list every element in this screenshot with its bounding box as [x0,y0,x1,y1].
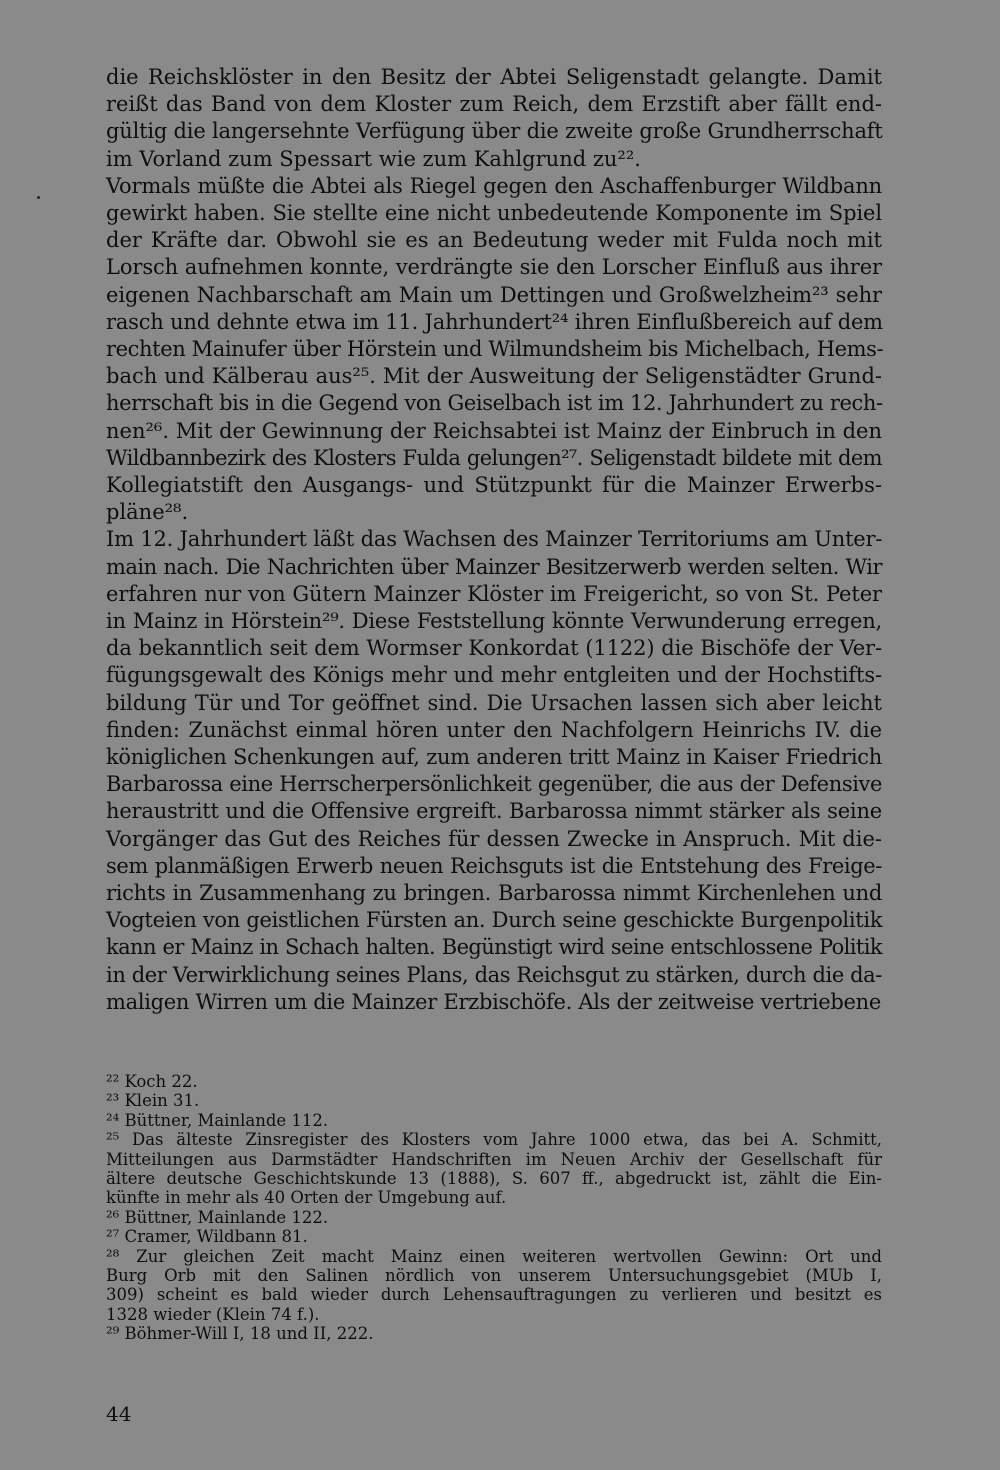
footnote-line: ²⁶ Büttner, Mainlande 122. [106,1207,329,1227]
body-line: kann er Mainz in Schach halten. Begünstigt wird seine entschlossene Politik [106,935,882,960]
body-line: erfahren nur von Gütern Mainzer Klöster im Freigericht, so von St. Peter [106,581,882,606]
body-line: pläne²⁸. [106,500,189,525]
body-line: maligen Wirren um die Mainzer Erzbischöfe. Als der zeitweise vertriebene [106,989,882,1014]
body-line: nen²⁶. Mit der Gewinnung der Reichsabtei ist Mainz der Einbruch in den [106,418,882,443]
footnote-line: ²⁵ Das älteste Zinsregister des Klosters vom Jahre 1000 etwa, das bei A. Schmitt, [106,1130,882,1150]
body-line: finden: Zunächst einmal hören unter den Nachfolgern Heinrichs IV. die [106,717,882,742]
footnote-line: Mitteilungen aus Darmstädter Handschriften im Neuen Archiv der Gesellschaft für [106,1149,882,1169]
body-line: sem planmäßigen Erwerb neuen Reichsguts ist die Entstehung des Freige- [106,853,882,878]
body-line: königlichen Schenkungen auf, zum anderen tritt Mainz in Kaiser Friedrich [106,745,882,769]
page-number: 44 [106,1402,132,1426]
stray-mark [37,196,40,199]
footnote-line: ²² Koch 22. [106,1072,198,1091]
body-line: rasch und dehnte etwa im 11. Jahrhundert²⁴ ihren Einflußbereich auf dem [106,309,883,334]
body-line: main nach. Die Nachrichten über Mainzer Besitzerwerb werden selten. Wir [106,554,882,579]
body-line: in der Verwirklichung seines Plans, das Reichsgut zu stärken, durch die da- [106,962,882,987]
body-line: im Vorland zum Spessart wie zum Kahlgrund zu²². [106,146,641,171]
footnote-line: ²⁹ Böhmer-Will I, 18 und II, 222. [106,1324,374,1344]
body-line: richts in Zusammenhang zu bringen. Barbarossa nimmt Kirchenlehen und [106,881,882,905]
footnote-line: ²³ Klein 31. [106,1091,200,1111]
body-line: Vogteien von geistlichen Fürsten an. Durch seine geschickte Burgenpolitik [106,908,883,933]
body-line: da bekanntlich seit dem Wormser Konkordat (1122) die Bischöfe der Ver- [106,636,882,661]
footnote-line: ²⁷ Cramer, Wildbann 81. [106,1227,308,1247]
body-line: gewirkt haben. Sie stellte eine nicht unbedeutende Komponente im Spiel [106,201,882,225]
body-line: Vormals müßte die Abtei als Riegel gegen den Aschaffenburger Wildbann [106,173,882,198]
footnote-line: ²⁴ Büttner, Mainlande 112. [106,1110,329,1130]
footnote-line: künfte in mehr als 40 Orten der Umgebung auf. [106,1188,507,1208]
footnote-line: ²⁸ Zur gleichen Zeit macht Mainz einen weiteren wertvollen Gewinn: Ort und [106,1246,882,1266]
body-line: eigenen Nachbarschaft am Main um Dettingen und Großwelzheim²³ sehr [106,282,882,307]
body-line: Vorgänger das Gut des Reiches für dessen Zwecke in Anspruch. Mit die- [106,826,882,851]
body-line: heraustritt und die Offensive ergreift. Barbarossa nimmt stärker als seine [106,799,882,824]
footnote-line: 309) scheint es bald wieder durch Lehensauftragungen zu verlieren und besitzt es [106,1285,882,1305]
body-line: rechten Mainufer über Hörstein und Wilmundsheim bis Michelbach, Hems- [106,337,884,361]
body-line: Barbarossa eine Herrscherpersönlichkeit gegenüber, die aus der Defensive [106,772,882,797]
body-line: der Kräfte dar. Obwohl sie es an Bedeutung weder mit Fulda noch mit [106,228,882,253]
body-line: die Reichsklöster in den Besitz der Abtei Seligenstadt gelangte. Damit [106,65,882,89]
body-line: Wildbannbezirk des Klosters Fulda gelungen²⁷. Seligenstadt bildete mit dem [106,445,882,470]
body-line: reißt das Band von dem Kloster zum Reich, dem Erzstift aber fällt end- [106,92,882,117]
footnote-line: Burg Orb mit den Salinen nördlich von unserem Untersuchungsgebiet (MUb I, [106,1266,882,1285]
body-line: Im 12. Jahrhundert läßt das Wachsen des Mainzer Territoriums am Unter- [106,527,883,552]
footnote-line: 1328 wieder (Klein 74 f.). [106,1304,320,1324]
body-line: herrschaft bis in die Gegend von Geiselbach ist im 12. Jahrhundert zu rech- [106,391,883,416]
body-line: in Mainz in Hörstein²⁹. Diese Feststellung könnte Verwunderung erregen, [106,609,882,633]
footnote-line: ältere deutsche Geschichtskunde 13 (1888), S. 607 ff., abgedruckt ist, zählt die Ein- [106,1169,882,1188]
body-line: fügungsgewalt des Königs mehr und mehr entgleiten und der Hochstifts- [106,663,882,688]
body-line: gültig die langersehnte Verfügung über die zweite große Grundherrschaft [106,119,883,144]
body-line: Kollegiatstift den Ausgangs- und Stützpunkt für die Mainzer Erwerbs- [106,473,882,497]
body-line: bildung Tür und Tor geöffnet sind. Die Ursachen lassen sich aber leicht [106,690,882,715]
body-line: bach und Kälberau aus²⁵. Mit der Ausweitung der Seligenstädter Grund- [106,364,882,389]
body-line: Lorsch aufnehmen konnte, verdrängte sie den Lorscher Einfluß aus ihrer [106,255,882,280]
